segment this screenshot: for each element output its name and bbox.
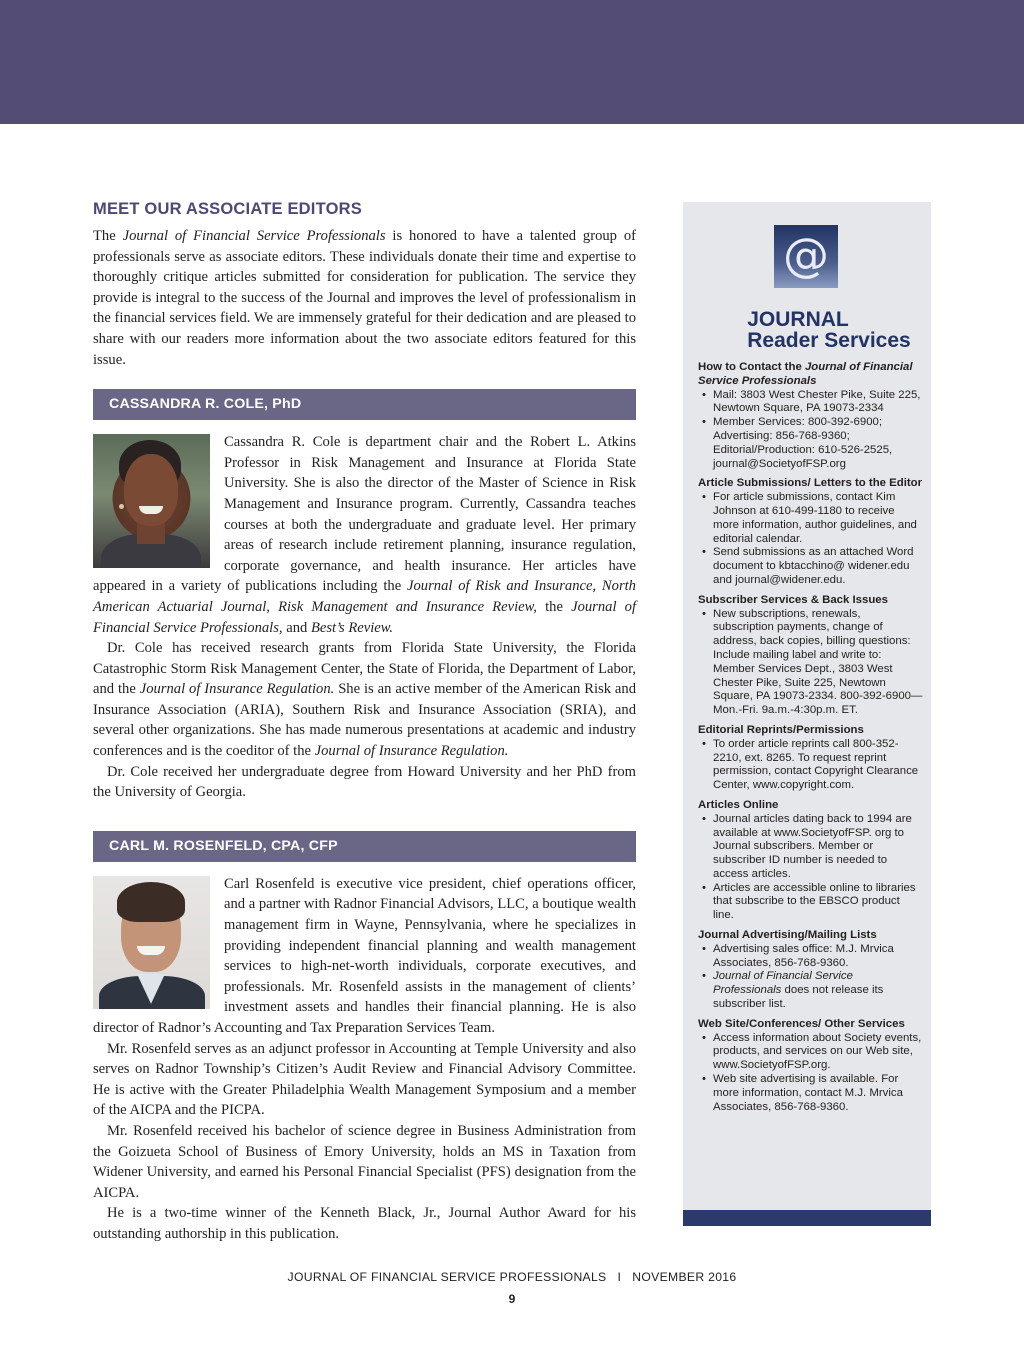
at-sign-icon: @ (774, 225, 838, 288)
list-item: • Web site advertising is available. For more information, contact M.J. Mrvica Associates, 856-768-9360. (698, 1073, 923, 1114)
list-item: • Journal articles dating back to 1994 are available at www.SocietyofFSP. org to Journal subscribers. Member or subscriber ID number is needed to access articles. (698, 813, 923, 882)
sidebar-content (698, 361, 923, 1114)
bio-paragraph: Mr. Rosenfeld received his bachelor of science degree in Business Administration from the Goizueta School of Business of Emory University, holds an MS in Taxation from Widener University, and earned his Personal Financial Specialist (PFS) designation from the AICPA. (93, 1122, 636, 1201)
reader-services-sidebar (683, 202, 931, 1226)
submissions-list (698, 491, 923, 588)
list-item: • Mail: 3803 West Chester Pike, Suite 225, Newtown Square, PA 19073-2334 (698, 389, 923, 417)
contact-list (698, 389, 923, 472)
bio-paragraph: Dr. Cole has received research grants from Florida State University, the Florida Catastrophic Storm Risk Management Center, the State of Florida, the Department of Labor, and the Journal of Insurance Regulation. She is an active member of the American Risk and Insurance Association (ARIA), Southern Risk and Insurance Association (SRIA), and several other organizations. She has made numerous presentations at academic and industry conferences and is the coeditor of the Journal of Insurance Regulation. (93, 640, 637, 760)
list-item: • Send submissions as an attached Word document to kbtacchino@ widener.edu and journal@widener.edu. (698, 546, 923, 587)
list-item: • Articles are accessible online to libraries that subscribe to the EBSCO product line. (698, 882, 923, 923)
list-item: • To order article reprints call 800-352-2210, ext. 8265. To request reprint permission, contact Copyright Clearance Center, www.copyright.com. (698, 738, 923, 793)
sidebar-heading-submissions: Article Submissions/ Letters to the Editor (698, 477, 923, 490)
sidebar-heading-subscriber: Subscriber Services & Back Issues (698, 593, 888, 606)
web-list (698, 1032, 923, 1115)
bio-paragraph: Carl Rosenfeld is executive vice president, chief operations officer, and a partner with Radnor Financial Advisors, LLC, a boutique wealth management firm in Wayne, Pennsylvania, where he specializes in providing independent financial planning and wealth management services to high-net-worth individuals, corporate executives, and professionals. Mr. Rosenfeld assists in the management of clients’ investment assets and handles their financial planning. He is also director of Radnor’s Accounting and Tax Preparation Services Team. (93, 875, 636, 1036)
bio-paragraph: Cassandra R. Cole is department chair and the Robert L. Atkins Professor in Risk Management and Insurance at Florida State University. She is also the director of the Master of Science in Risk Management and Insurance program. Currently, Cassandra teaches courses at both the undergraduate and graduate level. Her primary areas of research include retirement planning, insurance regulation, corporate governance, and health insurance. Her articles have appeared in a variety of publications including the Journal of Risk and Insurance, North American Actuarial Journal, Risk Management and Insurance Review, the Journal of Financial Service Professionals, and Best’s Review. (93, 434, 636, 636)
online-list (698, 813, 923, 923)
list-item: • Member Services: 800-392-6900; Advertising: 856-768-9360; Editorial/Production: 610-526-2525, journal@SocietyofFSP.org (698, 416, 923, 471)
sidebar-heading-advertising: Journal Advertising/Mailing Lists (698, 929, 877, 942)
list-item: • Access information about Society events, products, and services on our Web site, www.SocietyofFSP.org. (698, 1032, 923, 1073)
subscriber-list (698, 608, 923, 718)
sidebar-heading-online: Articles Online (698, 798, 779, 811)
editor-photo-cole (93, 434, 210, 568)
reprints-list (698, 738, 923, 793)
editor-name-bar-rosenfeld: CARL M. ROSENFELD, CPA, CFP (93, 831, 636, 862)
list-item: • For article submissions, contact Kim Johnson at 610-499-1180 to receive more information, author guidelines, and editorial calendar. (698, 491, 923, 546)
sidebar-title: JOURNAL Reader Services (747, 308, 911, 352)
bio-paragraph: Dr. Cole received her undergraduate degree from Howard University and her PhD from the University of Georgia. (93, 763, 636, 801)
sidebar-footer-bar (683, 1210, 931, 1226)
list-item: • Advertising sales office: M.J. Mrvica Associates, 856-768-9360. (698, 943, 923, 971)
editor-bio-cole (93, 432, 636, 803)
running-footer: JOURNAL OF FINANCIAL SERVICE PROFESSIONALS I NOVEMBER 2016 (287, 1270, 737, 1284)
sidebar-heading-contact: How to Contact the Journal of Financial Service Professionals (698, 361, 913, 387)
top-color-band (0, 0, 1024, 124)
bio-paragraph: He is a two-time winner of the Kenneth Black, Jr., Journal Author Award for his outstanding authorship in this publication. (93, 1205, 636, 1242)
intro-paragraph: The Journal of Financial Service Professionals is honored to have a talented group of professionals serve as associate editors. These individuals donate their time and expertise to thoroughly critique articles submitted for consideration for publication. The service they provide is integral to the success of the Journal and improves the level of professionalism in the financial services field. We are immensely grateful for their dedication and are pleased to share with our readers more information about the two associate editors featured for this issue. (93, 228, 637, 368)
advertising-list (698, 943, 923, 1012)
sidebar-heading-reprints: Editorial Reprints/Permissions (698, 723, 864, 736)
bio-paragraph: Mr. Rosenfeld serves as an adjunct professor in Accounting at Temple University and also serves on Radnor Township’s Citizen’s Audit Review and Financial Advisory Committee. He is active with the Greater Philadelphia Wealth Management Symposium and a member of the AICPA and the PICPA. (93, 1040, 636, 1119)
list-item: • New subscriptions, renewals, subscription payments, change of address, back copies, billing questions: Include mailing label and write to: Member Services Dept., 3803 West Chester Pike, Suite 225, Newtown Square, PA 19073-2334. 800-392-6900—Mon.-Fri. 9a.m.-4:30p.m. ET. (698, 608, 923, 718)
list-item: • Journal of Financial Service Professionals does not release its subscriber list. (698, 970, 923, 1011)
editor-bio-rosenfeld (93, 874, 636, 1245)
article-title: MEET OUR ASSOCIATE EDITORS (93, 200, 362, 218)
article-column (93, 199, 636, 1245)
journal-name: Journal of Financial Service Professionals (122, 228, 386, 244)
page-number: 9 (508, 1292, 516, 1306)
sidebar-heading-web: Web Site/Conferences/ Other Services (698, 1017, 905, 1030)
editor-name-bar-cole: CASSANDRA R. COLE, PhD (93, 389, 636, 420)
editor-photo-rosenfeld (93, 876, 210, 1009)
